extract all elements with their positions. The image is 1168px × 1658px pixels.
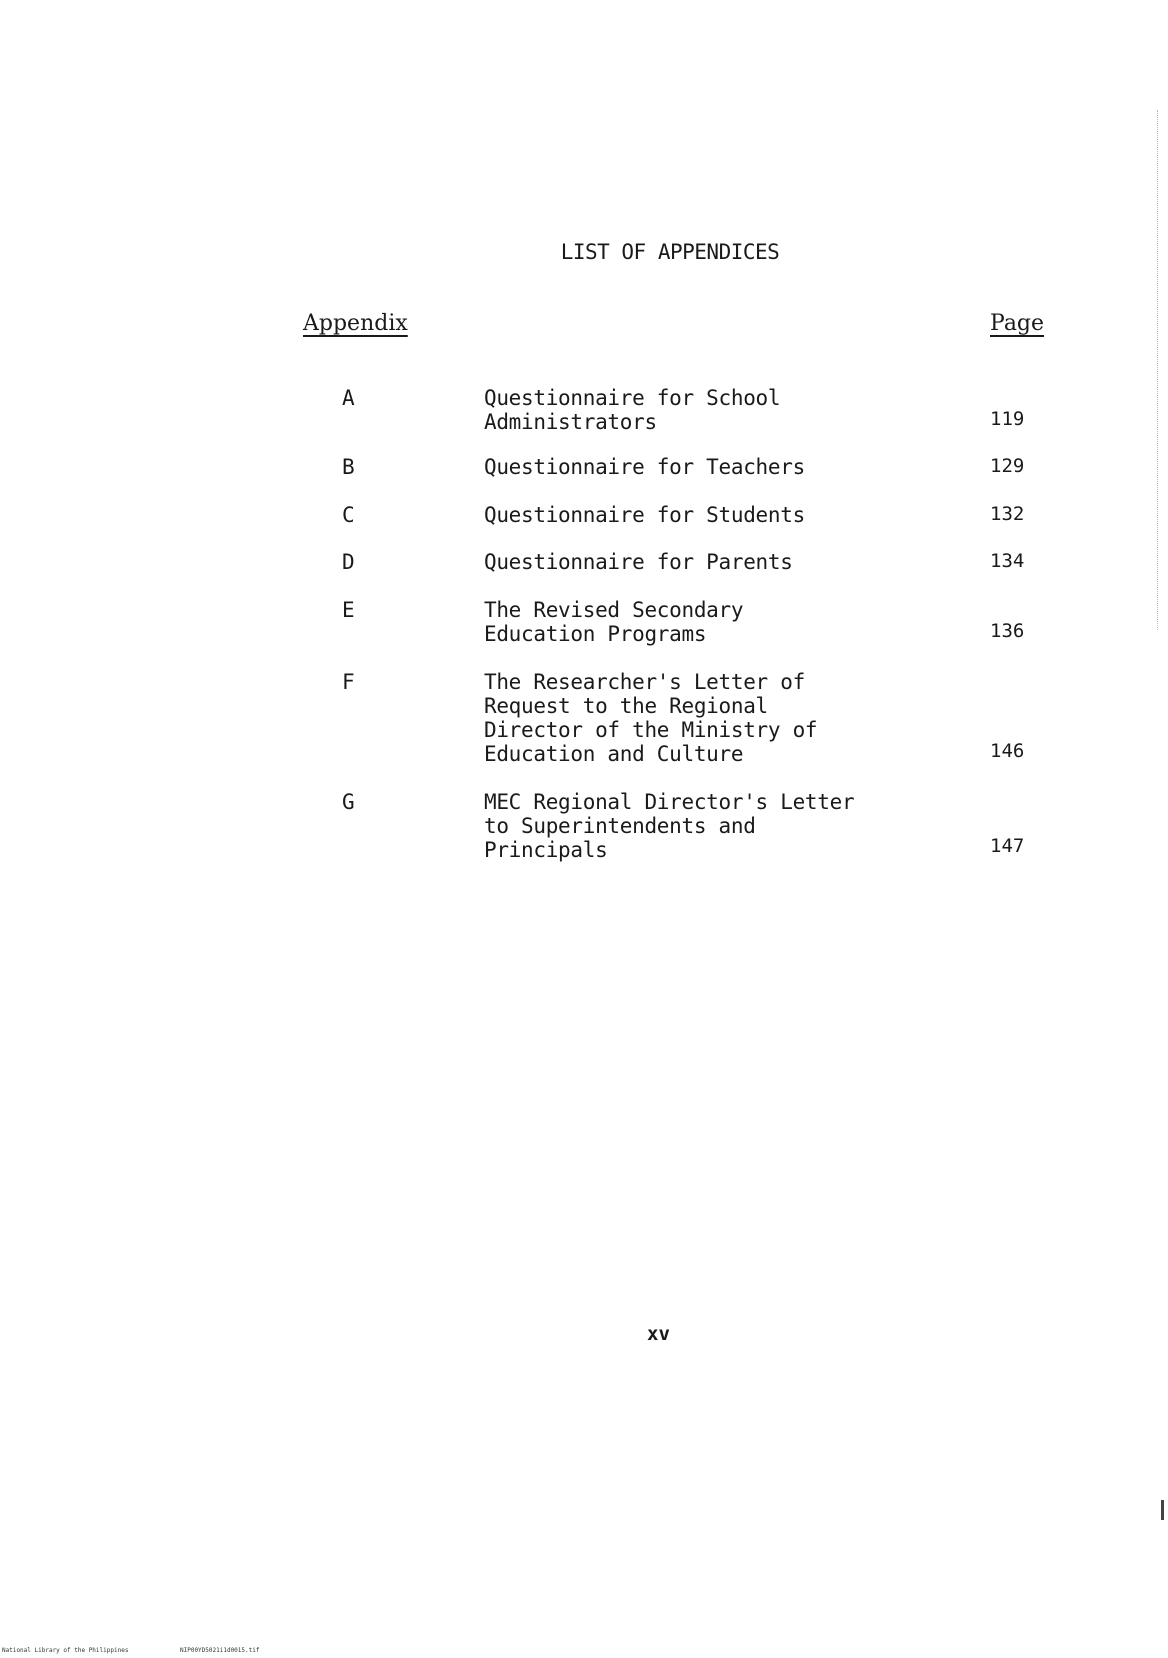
appendix-letter: C <box>342 503 355 527</box>
appendix-title-line: MEC Regional Director's Letter <box>484 790 855 814</box>
appendix-title-line: to Superintendents and <box>484 814 756 838</box>
appendix-letter: B <box>342 455 355 479</box>
appendix-page-number: 132 <box>990 503 1025 525</box>
scan-filename: NIP00YD5021i1d0015.tif <box>180 1647 260 1654</box>
appendix-title-line: Request to the Regional <box>484 694 768 718</box>
appendix-title-line: Questionnaire for School <box>484 386 781 410</box>
appendix-title-line: Questionnaire for Parents <box>484 550 793 574</box>
appendix-title-line: Questionnaire for Teachers <box>484 455 805 479</box>
appendix-page-number: 146 <box>990 740 1025 762</box>
appendix-title-line: Administrators <box>484 410 657 434</box>
appendix-title-line: The Revised Secondary <box>484 598 744 622</box>
appendix-title-line: Principals <box>484 838 608 862</box>
appendix-page-number: 134 <box>990 550 1025 572</box>
appendix-letter: A <box>342 386 355 410</box>
appendix-letter: E <box>342 598 355 622</box>
appendix-title <box>484 386 884 434</box>
appendix-title-line: Education Programs <box>484 622 707 646</box>
appendix-page-number: 119 <box>990 408 1025 430</box>
appendix-page-number: 129 <box>990 455 1025 477</box>
appendix-title <box>484 550 884 574</box>
appendix-title <box>484 455 884 479</box>
page-title: LIST OF APPENDICES <box>560 240 780 264</box>
appendix-letter: G <box>342 790 355 814</box>
scan-edge-mark <box>1161 1500 1164 1520</box>
appendix-page-number: 147 <box>990 835 1025 857</box>
appendix-title-line: Director of the Ministry of <box>484 718 818 742</box>
appendix-letter: F <box>342 670 355 694</box>
appendix-letter: D <box>342 550 355 574</box>
scan-credit: National Library of the Philippines <box>2 1647 129 1654</box>
appendix-title <box>484 598 884 646</box>
page-folio: xv <box>647 1323 670 1345</box>
page-column-header: Page <box>990 311 1045 336</box>
appendix-title-line: Questionnaire for Students <box>484 503 805 527</box>
appendix-page-number: 136 <box>990 620 1025 642</box>
scan-edge-speckle <box>1157 110 1160 630</box>
appendix-title-line: Education and Culture <box>484 742 744 766</box>
appendix-title <box>484 503 884 527</box>
appendix-title <box>484 790 884 862</box>
appendix-title <box>484 670 884 766</box>
appendix-column-header: Appendix <box>303 311 408 336</box>
appendix-title-line: The Researcher's Letter of <box>484 670 805 694</box>
